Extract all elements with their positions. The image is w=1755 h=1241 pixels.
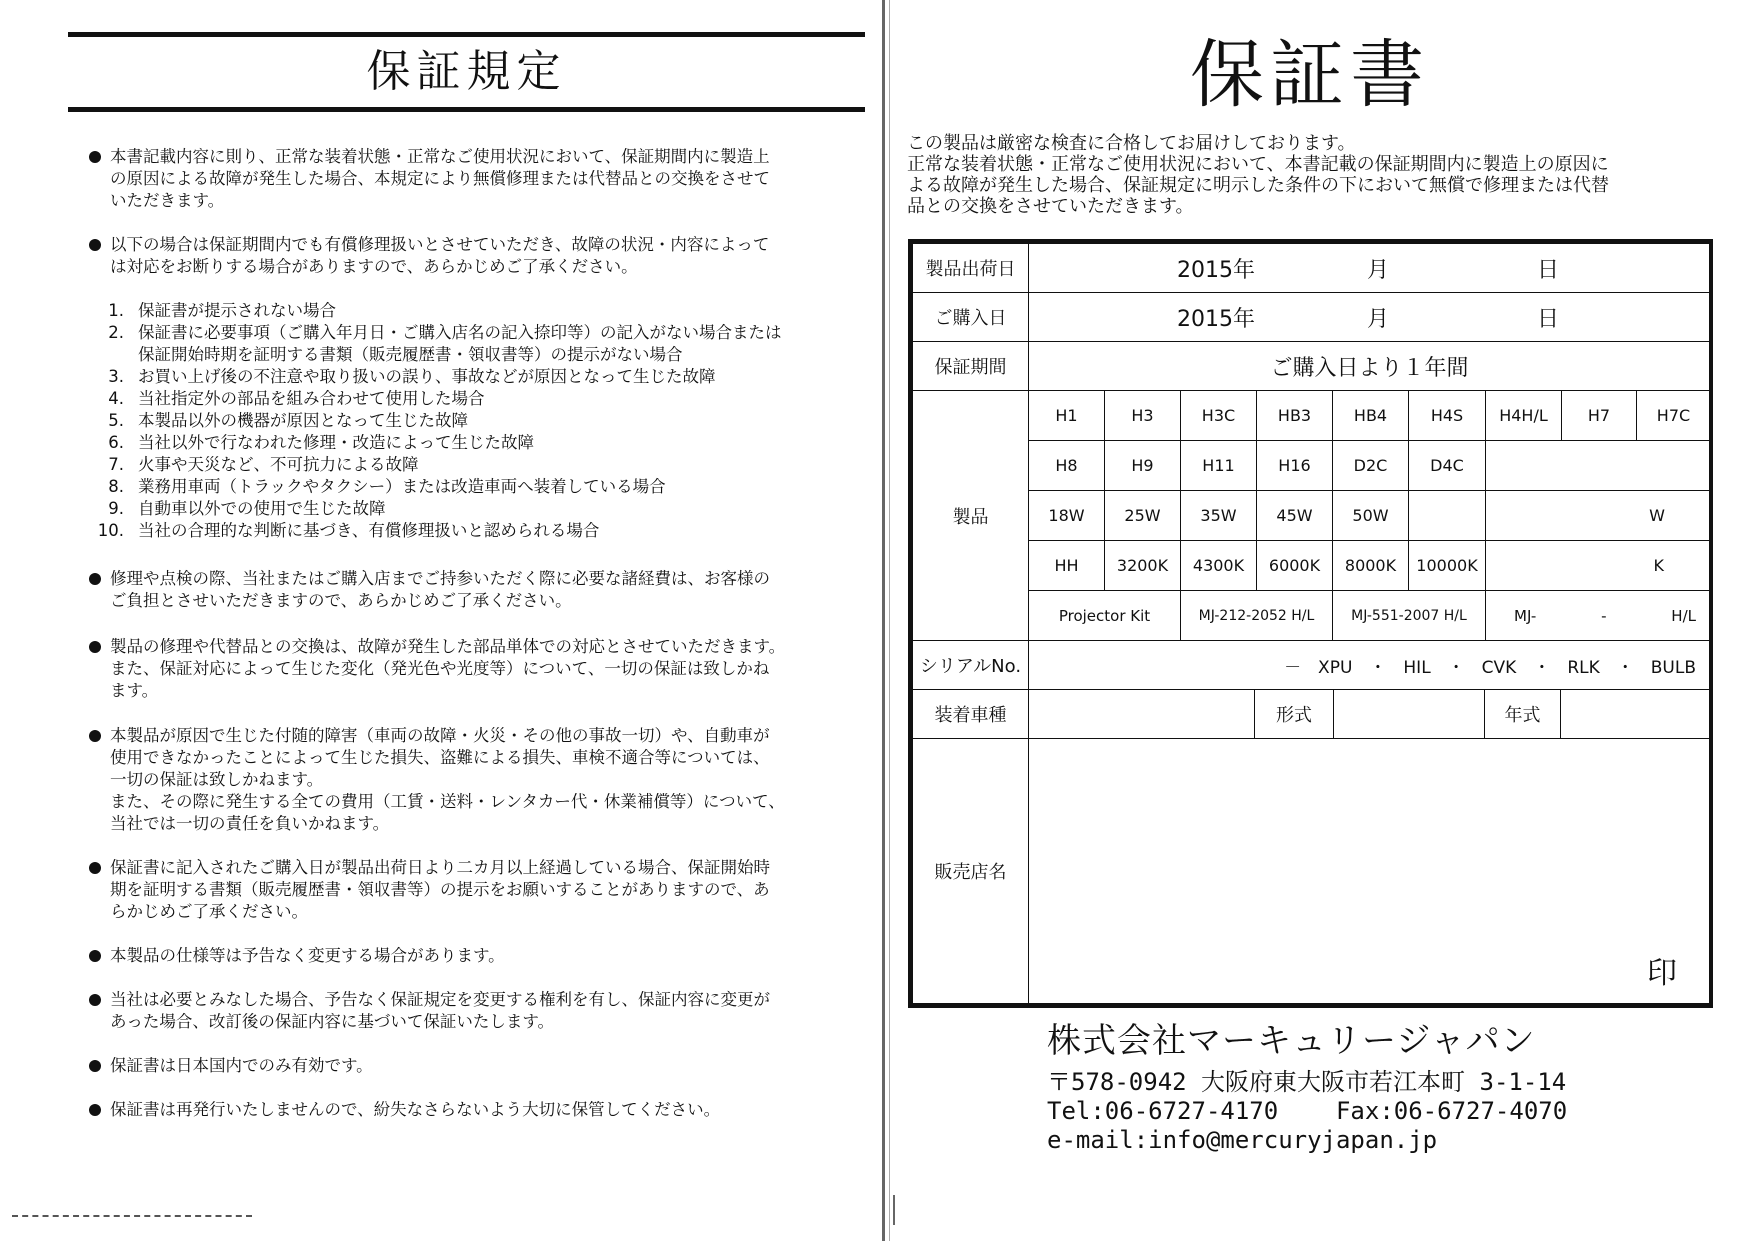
kelvin-option[interactable]: 8000K [1332,540,1409,591]
exclusion-item: 9. 自動車以外での使用で生じた故障 [108,499,386,518]
exclusion-list [88,300,848,542]
title-rule-top [68,32,865,37]
kit-option[interactable]: MJ-551-2007 H/L [1332,590,1486,641]
bullet-line: 本書記載内容に則り、正常な装着状態・正常なご使用状況において、保証期間内に製造上 [110,147,770,166]
ship-year: 2015年 [1177,258,1255,283]
terms-bullet [88,146,858,212]
bulb-option[interactable]: H9 [1104,440,1181,491]
company-name: 株式会社マーキュリージャパン [1047,1021,1536,1061]
ship-date-label: 製品出荷日 [912,243,1029,293]
year-label: 年式 [1484,689,1561,739]
watt-option[interactable]: 18W [1028,490,1105,541]
exclusion-item: 10. 当社の合理的な判断に基づき、有償修理扱いと認められる場合 [97,521,600,540]
page-fold-shadow [889,0,890,1241]
kelvin-custom[interactable]: K [1485,540,1711,591]
terms-title: 保証規定 [366,46,567,97]
serial-label: シリアルNo. [912,640,1029,690]
bulb-option[interactable]: H4H/L [1485,390,1562,441]
purchase-year: 2015年 [1177,307,1255,332]
ship-day: 日 [1537,258,1560,283]
kelvin-option[interactable]: 4300K [1180,540,1257,591]
vehicle-label: 装着車種 [912,689,1029,739]
bulb-option[interactable]: H16 [1256,440,1333,491]
terms-bullet: 当社は必要とみなした場合、予告なく保証規定を変更する権利を有し、保証内容に変更が あった場合、改訂後の保証内容に基づいて保証いたします。 [88,989,858,1033]
page-fold [882,0,885,1241]
bulb-option[interactable]: H1 [1028,390,1105,441]
serial-field[interactable]: － XPU ・ HIL ・ CVK ・ RLK ・ BULB [1028,640,1711,690]
bulb-option[interactable]: D4C [1408,440,1486,491]
bullet-line: 以下の場合は保証期間内でも有償修理扱いとさせていただき、故障の状況・内容によって [110,235,770,254]
purchase-date-label: ご購入日 [912,292,1029,342]
bulb-option[interactable]: HB4 [1332,390,1409,441]
company-address: 〒578-0942 大阪府東大阪市若江本町 3-1-14 [1047,1068,1567,1096]
company-phone-fax [1047,1097,1567,1126]
shop-name-field[interactable] [1028,738,1711,1004]
company-email: e-mail:info@mercuryjapan.jp [1047,1126,1438,1154]
terms-bullet: 修理や点検の際、当社またはご購入店までご持参いただく際に必要な諸経費は、お客様の ご負担とさせいただきますので、あらかじめご了承ください。 [88,568,858,612]
exclusion-item: 2. 保証書に必要事項（ご購入年月日・ご購入店名の記入捺印等）の記入がない場合または [108,323,782,342]
bullet-line: は対応をお断りする場合がありますので、あらかじめご了承ください。 [110,257,638,276]
watt-option[interactable]: 25W [1104,490,1181,541]
bulb-option[interactable]: H3C [1180,390,1257,441]
exclusion-item: 3. お買い上げ後の不注意や取り扱いの誤り、事故などが原因となって生じた故障 [108,367,716,386]
bullet-line: いただきます。 [110,191,225,210]
bulb-option[interactable]: H4S [1408,390,1486,441]
exclusion-item: 4. 当社指定外の部品を組み合わせて使用した場合 [108,389,485,408]
watt-blank[interactable] [1408,490,1486,541]
company-contact [1047,1065,1567,1155]
bulb-option[interactable]: HB3 [1256,390,1333,441]
bulb-option[interactable]: H11 [1180,440,1257,491]
warranty-period-value: ご購入日より１年間 [1028,341,1711,391]
cut-line [12,1215,252,1217]
product-label: 製品 [912,390,1029,641]
purchase-month: 月 [1367,307,1390,332]
exclusion-item: 6. 当社以外で行なわれた修理・改造によって生じた故障 [108,433,534,452]
terms-bullet: 保証書に記入されたご購入日が製品出荷日より二カ月以上経過している場合、保証開始時 期を証明する書類（販売履歴書・領収書等）の提示をお願いすることがありますので、あ らかじめご了承ください。 [88,857,858,923]
watt-option[interactable]: 50W [1332,490,1409,541]
exclusion-item: 5. 本製品以外の機器が原因となって生じた故障 [108,411,468,430]
bulb-option[interactable]: H8 [1028,440,1105,491]
projector-kit-option[interactable]: Projector Kit [1028,590,1181,641]
company-fax: Fax:06-6727-4070 [1335,1097,1568,1125]
shop-name-label: 販売店名 [912,738,1029,1004]
warranty-form [908,239,1713,1008]
bulb-blank[interactable] [1485,440,1711,491]
kit-option[interactable]: MJ-212-2052 H/L [1180,590,1333,641]
terms-bullet: 本製品が原因で生じた付随的障害（車両の故障・火災・その他の事故一切）や、自動車が 使用できなかったことによって生じた損失、盗難による損失、車検不適合等については、 一切の保証は致しかねます。 また、その際に発生する全ての費用（工賃・送料・レンタカー代・休業補償等）について、 当社では一切の責任を負いかねます。 [88,725,858,835]
year-field[interactable] [1560,689,1711,739]
kelvin-option[interactable]: 3200K [1104,540,1181,591]
exclusion-item: 7. 火事や天災など、不可抗力による故障 [108,455,419,474]
fold-mark [893,1195,909,1225]
watt-custom[interactable]: W [1485,490,1711,541]
watt-option[interactable]: 45W [1256,490,1333,541]
bulb-option[interactable]: H7 [1561,390,1637,441]
bulb-option[interactable]: H7C [1636,390,1711,441]
kelvin-option[interactable]: 6000K [1256,540,1333,591]
bulb-option[interactable]: H3 [1104,390,1181,441]
bullet-line: の原因による故障が発生した場合、本規定により無償修理または代替品との交換をさせて [110,169,770,188]
vehicle-field[interactable] [1028,689,1255,739]
ship-month: 月 [1367,258,1390,283]
title-rule-bottom [68,107,865,112]
terms-bullet: 保証書は再発行いたしませんので、紛失なさらないよう大切に保管してください。 [88,1099,858,1121]
certificate-title: 保証書 [1190,32,1430,118]
kit-dash: - [1601,606,1607,625]
terms-bullet: 保証書は日本国内でのみ有効です。 [88,1055,858,1077]
kelvin-option[interactable]: 10000K [1408,540,1486,591]
terms-bullet: 製品の修理や代替品との交換は、故障が発生した部品単体での対応とさせていただきます。 また、保証対応によって生じた変化（発光色や光度等）について、一切の保証は致しかね ます。 [88,636,858,702]
exclusion-item: 8. 業務用車両（トラックやタクシー）または改造車両へ装着している場合 [108,477,666,496]
certificate-intro: この製品は厳密な検査に合格してお届けしております。 正常な装着状態・正常なご使用状況において、本書記載の保証期間内に製造上の原因に よる故障が発生した場合、保証規定に明示した条件の下において無償で修理または代替 品との交換をさせていただきます。 [907,133,1609,217]
kit-prefix: MJ- [1514,606,1537,625]
terms-bullet: 本製品の仕様等は予告なく変更する場合があります。 [88,945,858,967]
warranty-period-label: 保証期間 [912,341,1029,391]
model-label: 形式 [1254,689,1334,739]
company-tel: Tel:06-6727-4170 [1047,1097,1279,1125]
seal-mark: 印 [1647,956,1677,991]
purchase-day: 日 [1537,307,1560,332]
watt-option[interactable]: 35W [1180,490,1257,541]
exclusion-item: 1. 保証書が提示されない場合 [108,301,336,320]
bulb-option[interactable]: D2C [1332,440,1409,491]
terms-bullet [88,234,858,278]
kit-suffix: H/L [1671,606,1696,625]
kelvin-option[interactable]: HH [1028,540,1105,591]
exclusion-item: 保証開始時期を証明する書類（販売履歴書・領収書等）の提示がない場合 [138,345,683,364]
kit-custom[interactable] [1485,590,1711,641]
model-field[interactable] [1333,689,1485,739]
